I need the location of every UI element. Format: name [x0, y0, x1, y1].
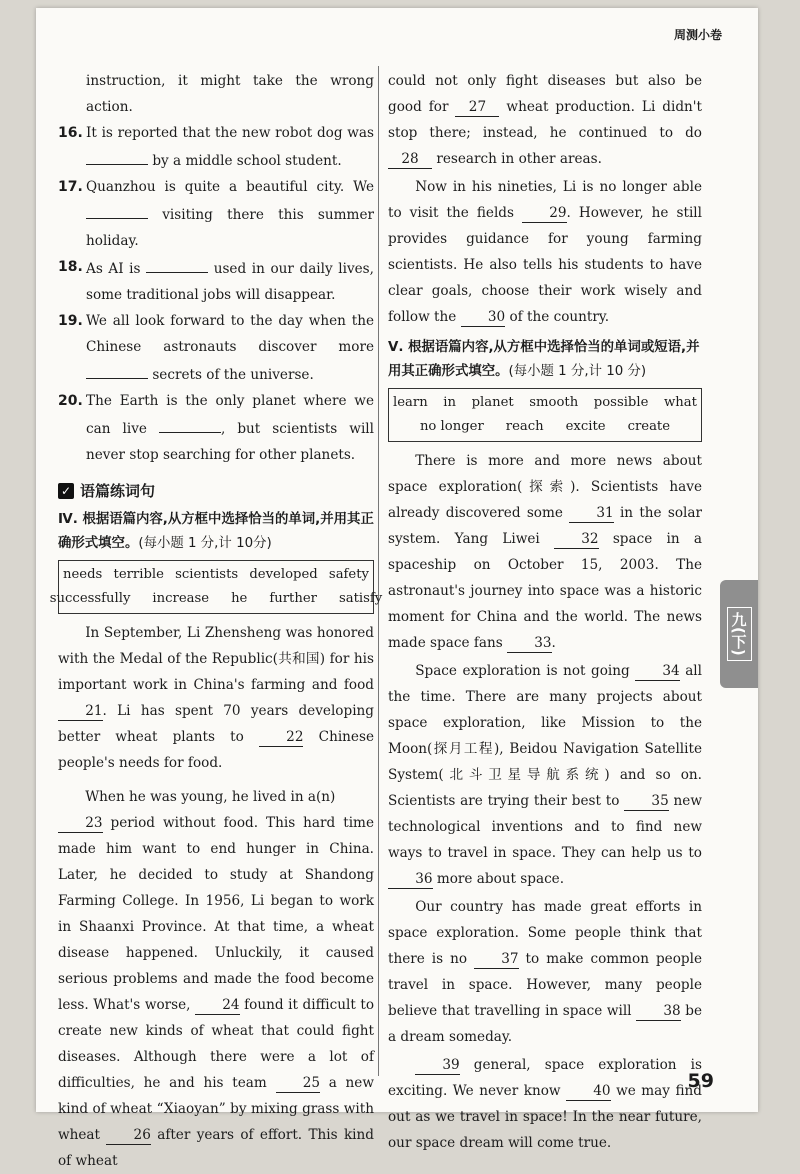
worksheet-page: [36, 8, 758, 1169]
blank-30[interactable]: 30: [461, 308, 506, 327]
passage-paragraph: could not only fight diseases but also be good for 27 wheat production. Li didn't stop there; instead, he continued to do 28 research in other areas.: [388, 73, 702, 167]
word-box-v: [388, 388, 702, 442]
blank-37[interactable]: 37: [474, 950, 519, 969]
answer-blank[interactable]: [86, 146, 148, 165]
passage-paragraph: When he was young, he lived in a(n) 23 period without food. This hard time made him want to end hunger in China. Later, he decided to study at Shandong Farming College. In 1956, Li began to work in Shaanxi Province. At that time, a wheat disease happened. Unluckily, it caused serious problems and made the food become less. What's worse, 24 found it difficult to create new kinds of wheat that could fight diseases. Although there were a lot of difficulties, he and his team 25 a new kind of wheat “Xiaoyan” by mixing grass with wheat 26 after years of effort. This kind of wheat: [58, 789, 375, 1169]
word-box-option: increase: [152, 591, 210, 606]
word-box-option: terrible: [113, 567, 164, 582]
blank-35[interactable]: 35: [624, 792, 669, 811]
blank-21[interactable]: 21: [58, 702, 103, 721]
instruction-v: Ⅴ. 根据语篇内容,从方框中选择恰当的单词或短语,并用其正确形式填空。(每小题 1 分,计 10 分): [388, 340, 700, 379]
blank-28[interactable]: 28: [388, 150, 432, 169]
column-divider: [378, 66, 379, 1076]
blank-24[interactable]: 24: [195, 996, 240, 1015]
word-box-option: learn: [393, 395, 428, 410]
word-box-option: excite: [565, 419, 606, 434]
page-number: 59: [687, 1070, 714, 1092]
word-box-option: planet: [471, 395, 514, 410]
blank-32[interactable]: 32: [554, 530, 599, 549]
passage-paragraph: Space exploration is not going 34 all the time. There are many projects about space exploration, like Mission to the Moon(探月工程), Beidou Navigation Satellite System(北斗卫星导航系统) and so on. Scientists are trying their best to 35 new technological inventions and to find new ways to travel in space. They can help us to 36 more about space.: [388, 663, 702, 887]
word-box-option: developed: [249, 567, 318, 582]
unit-side-tab: 九(下): [720, 580, 758, 688]
blank-22[interactable]: 22: [259, 728, 304, 747]
right-column: [388, 68, 702, 1156]
question-18: 18. As AI is used in our daily lives, some traditional jobs will disappear.: [58, 254, 374, 308]
word-box-option: create: [627, 419, 671, 434]
passage-paragraph: 39 general, space exploration is exciting. We never know 40 we may find out as we travel in space! In the near future, our space dream will come true.: [388, 1057, 703, 1151]
blank-38[interactable]: 38: [636, 1002, 681, 1021]
word-box-option: satisfy: [338, 591, 383, 606]
blank-39[interactable]: 39: [415, 1056, 460, 1075]
blank-31[interactable]: 31: [569, 504, 614, 523]
word-box-option: safety: [328, 567, 369, 582]
section-title: ✓ 语篇练词句: [58, 478, 374, 504]
word-box-option: what: [663, 395, 697, 410]
question-17: 17. Quanzhou is quite a beautiful city. We visiting there this summer holiday.: [58, 179, 374, 249]
passage-paragraph: There is more and more news about space exploration(探索). Scientists have already discovered some 31 in the solar system. Yang Liwei 32 space in a spaceship on October 15, 2003. The astronaut's journey into space was a historic moment for China and the world. The news made space fans 33.: [388, 453, 702, 651]
question-20: 20. The Earth is the only planet where we can live , but scientists will never stop searching for other planets.: [58, 393, 374, 463]
question-16: 16. It is reported that the new robot dog was by a middle school student.: [58, 125, 374, 169]
word-box-option: scientists: [175, 567, 239, 582]
blank-36[interactable]: 36: [388, 870, 433, 889]
question-19: 19. We all look forward to the day when the Chinese astronauts discover more secrets of the universe.: [58, 313, 374, 383]
header-tag: 周测小卷: [673, 28, 722, 42]
blank-27[interactable]: 27: [455, 98, 499, 117]
word-box-option: reach: [505, 419, 544, 434]
blank-26[interactable]: 26: [106, 1126, 151, 1145]
blank-34[interactable]: 34: [635, 662, 680, 681]
blank-33[interactable]: 33: [507, 634, 552, 653]
passage-paragraph: Our country has made great efforts in space exploration. Some people think that there is no 37 to make common people travel in space. However, many people believe that travelling in space will 38 be a dream someday.: [388, 899, 702, 1045]
instruction-iv: Ⅳ. 根据语篇内容,从方框中选择恰当的单词,并用其正确形式填空。(每小题 1 分,计 10分): [58, 512, 374, 551]
answer-blank[interactable]: [86, 200, 148, 219]
blank-40[interactable]: 40: [566, 1082, 611, 1101]
word-box-option: further: [269, 591, 317, 606]
answer-blank[interactable]: [86, 360, 148, 379]
word-box-option: possible: [593, 395, 649, 410]
word-box-iv: [49, 560, 383, 614]
word-box-option: needs: [63, 567, 103, 582]
passage-paragraph: In September, Li Zhensheng was honored with the Medal of the Republic(共和国) for his important work in China's farming and food 21. Li has spent 70 years developing better wheat plants to 22 Chinese people's needs for food.: [58, 625, 374, 771]
blank-23[interactable]: 23: [58, 814, 103, 833]
left-column: [49, 68, 383, 1174]
word-box-option: no longer: [419, 419, 484, 434]
word-box-option: in: [443, 395, 456, 410]
word-box-option: successfully: [49, 591, 131, 606]
blank-29[interactable]: 29: [522, 204, 567, 223]
answer-blank[interactable]: [159, 414, 221, 433]
word-box-option: smooth: [529, 395, 579, 410]
answer-blank[interactable]: [146, 254, 208, 273]
blank-25[interactable]: 25: [276, 1074, 321, 1093]
continued-line: instruction, it might take the wrong action.: [86, 73, 374, 115]
passage-paragraph: Now in his nineties, Li is no longer able to visit the fields 29. However, he still provides guidance for young farming scientists. He also tells his students to have clear goals, choose their work wisely and follow the 30 of the country.: [388, 179, 702, 325]
word-box-option: he: [231, 591, 248, 606]
checkbox-icon: ✓: [58, 483, 74, 499]
